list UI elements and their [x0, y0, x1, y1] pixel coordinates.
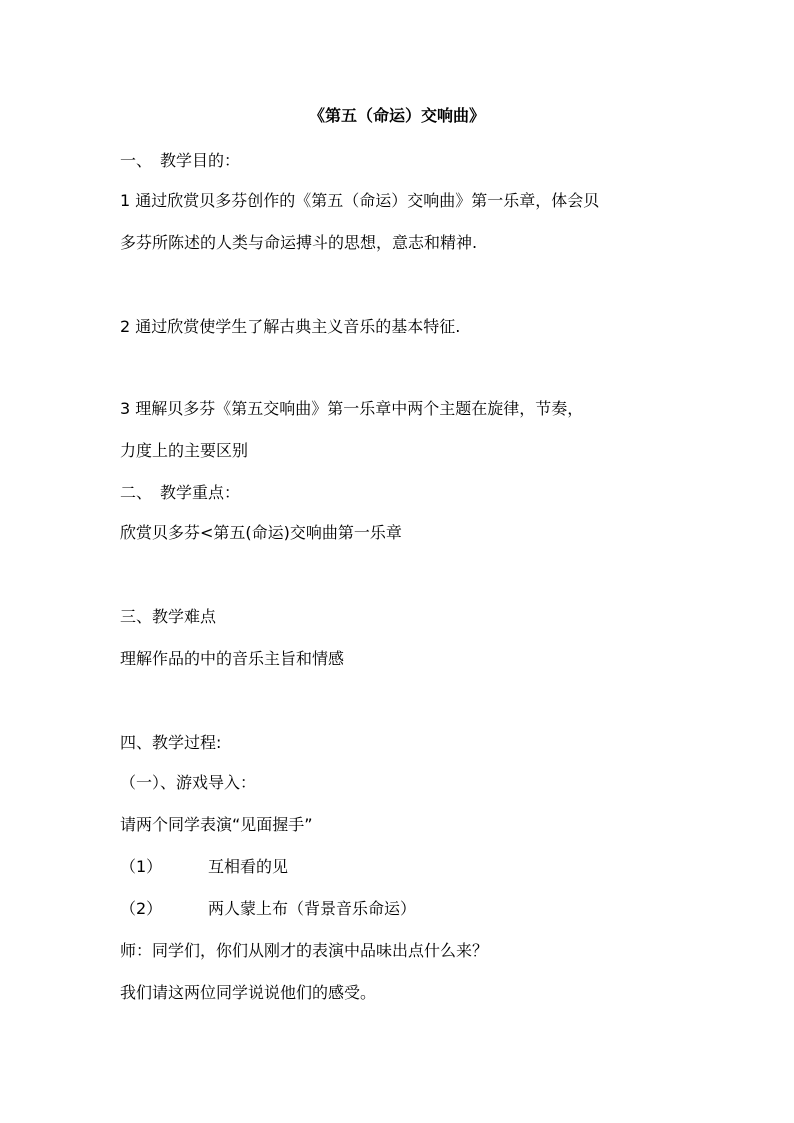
key-points-text: 欣赏贝多芬<第五(命运)交响曲第一乐章 — [120, 523, 402, 542]
process-heading: 四、教学过程: — [120, 733, 222, 752]
document-title: 《第五（命运）交响曲》 — [308, 106, 485, 125]
step-2-text: 两人蒙上布（背景音乐命运） — [208, 899, 417, 918]
game-intro: （一）、游戏导入： — [120, 773, 257, 792]
teacher-question: 师：同学们，你们从刚才的表演中品味出点什么来？ — [120, 941, 489, 960]
objective-3-line-1: 3 理解贝多芬《第五交响曲》第一乐章中两个主题在旋律，节奏， — [120, 399, 584, 418]
difficulties-text: 理解作品的中的音乐主旨和情感 — [120, 649, 345, 668]
step-2 — [120, 898, 416, 920]
objective-1-line-1: 1 通过欣赏贝多芬创作的《第五（命运）交响曲》第一乐章，体会贝 — [120, 191, 600, 210]
objective-2: 2 通过欣赏使学生了解古典主义音乐的基本特征. — [120, 317, 461, 336]
objectives-heading: 一、 教学目的： — [120, 151, 241, 170]
key-points-heading: 二、 教学重点： — [120, 483, 241, 502]
game-description: 请两个同学表演“见面握手” — [120, 815, 313, 834]
closing-line: 我们请这两位同学说说他们的感受。 — [120, 983, 377, 1002]
step-1 — [120, 856, 288, 878]
step-2-number: （2） — [120, 899, 163, 918]
objective-3-line-2: 力度上的主要区别 — [120, 441, 249, 460]
step-1-number: （1） — [120, 857, 163, 876]
objective-1-line-2: 多芬所陈述的人类与命运搏斗的思想，意志和精神. — [120, 233, 478, 252]
difficulties-heading: 三、教学难点 — [120, 607, 217, 626]
step-1-text: 互相看的见 — [208, 857, 289, 876]
